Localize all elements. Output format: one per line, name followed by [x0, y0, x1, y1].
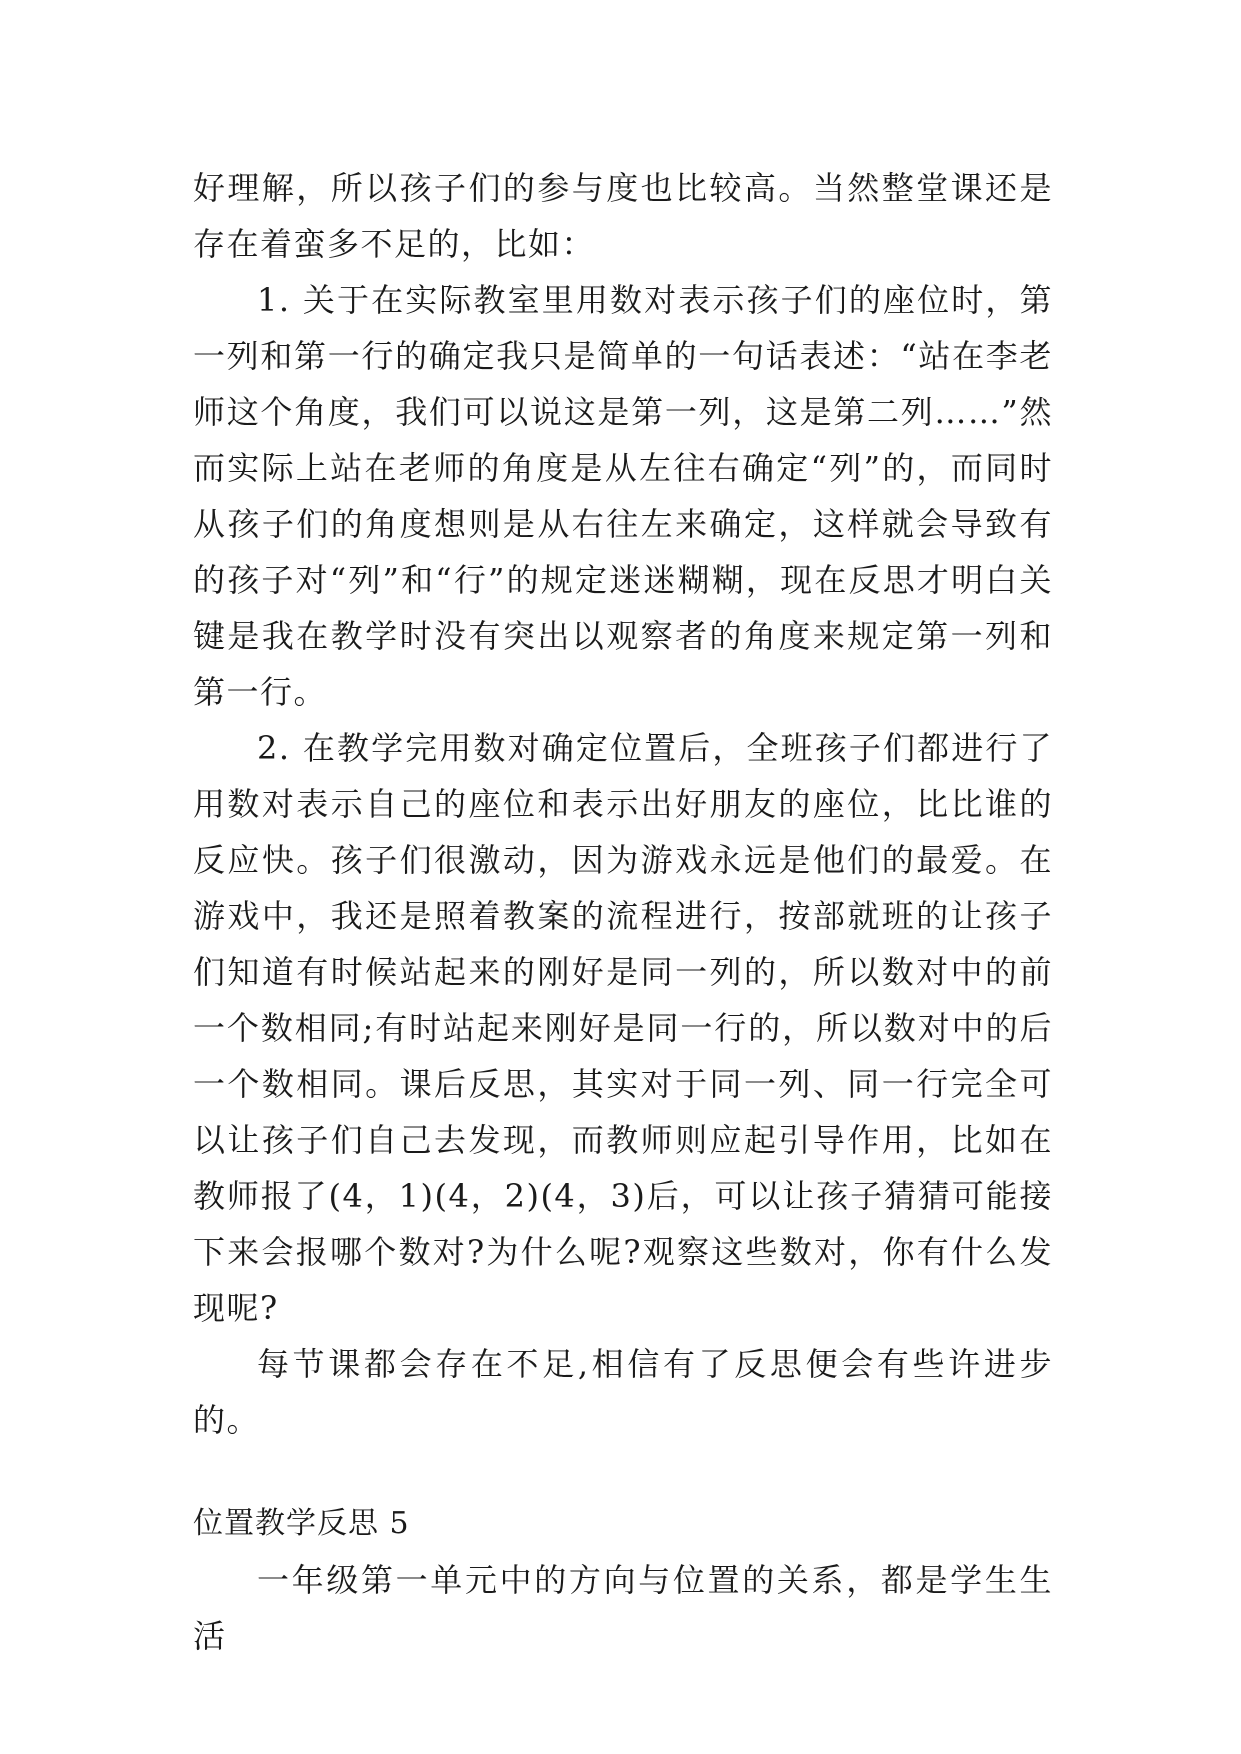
document-body: [193, 160, 1053, 1664]
section-paragraph: 一年级第一单元中的方向与位置的关系，都是学生生活: [193, 1561, 1053, 1655]
section-heading: 位置教学反思 5: [193, 1506, 410, 1541]
section-spacer: [193, 1448, 1053, 1496]
paragraph-point-1: 1. 关于在实际教室里用数对表示孩子们的座位时，第一列和第一行的确定我只是简单的一句话表述：“站在李老师这个角度，我们可以说这是第一列，这是第二列……”然而实际上站在老师的角度是从左往右确定“列”的，而同时从孩子们的角度想则是从右往左来确定，这样就会导致有的孩子对“列”和“行”的规定迷迷糊糊，现在反思才明白关键是我在教学时没有突出以观察者的角度来规定第一列和第一行。: [193, 281, 1053, 711]
paragraph-conclusion: 每节课都会存在不足,相信有了反思便会有些许进步的。: [193, 1345, 1053, 1439]
paragraph-point-2: 2. 在教学完用数对确定位置后，全班孩子们都进行了用数对表示自己的座位和表示出好朋友的座位，比比谁的反应快。孩子们很激动，因为游戏永远是他们的最爱。在游戏中，我还是照着教案的流程进行，按部就班的让孩子们知道有时候站起来的刚好是同一列的，所以数对中的前一个数相同;有时站起来刚好是同一行的，所以数对中的后一个数相同。课后反思，其实对于同一列、同一行完全可以让孩子们自己去发现，而教师则应起引导作用，比如在教师报了(4，1)(4，2)(4，3)后，可以让孩子猜猜可能接下来会报哪个数对?为什么呢?观察这些数对，你有什么发现呢?: [193, 729, 1053, 1327]
paragraph-continuation: 好理解，所以孩子们的参与度也比较高。当然整堂课还是存在着蛮多不足的，比如：: [193, 169, 1053, 263]
